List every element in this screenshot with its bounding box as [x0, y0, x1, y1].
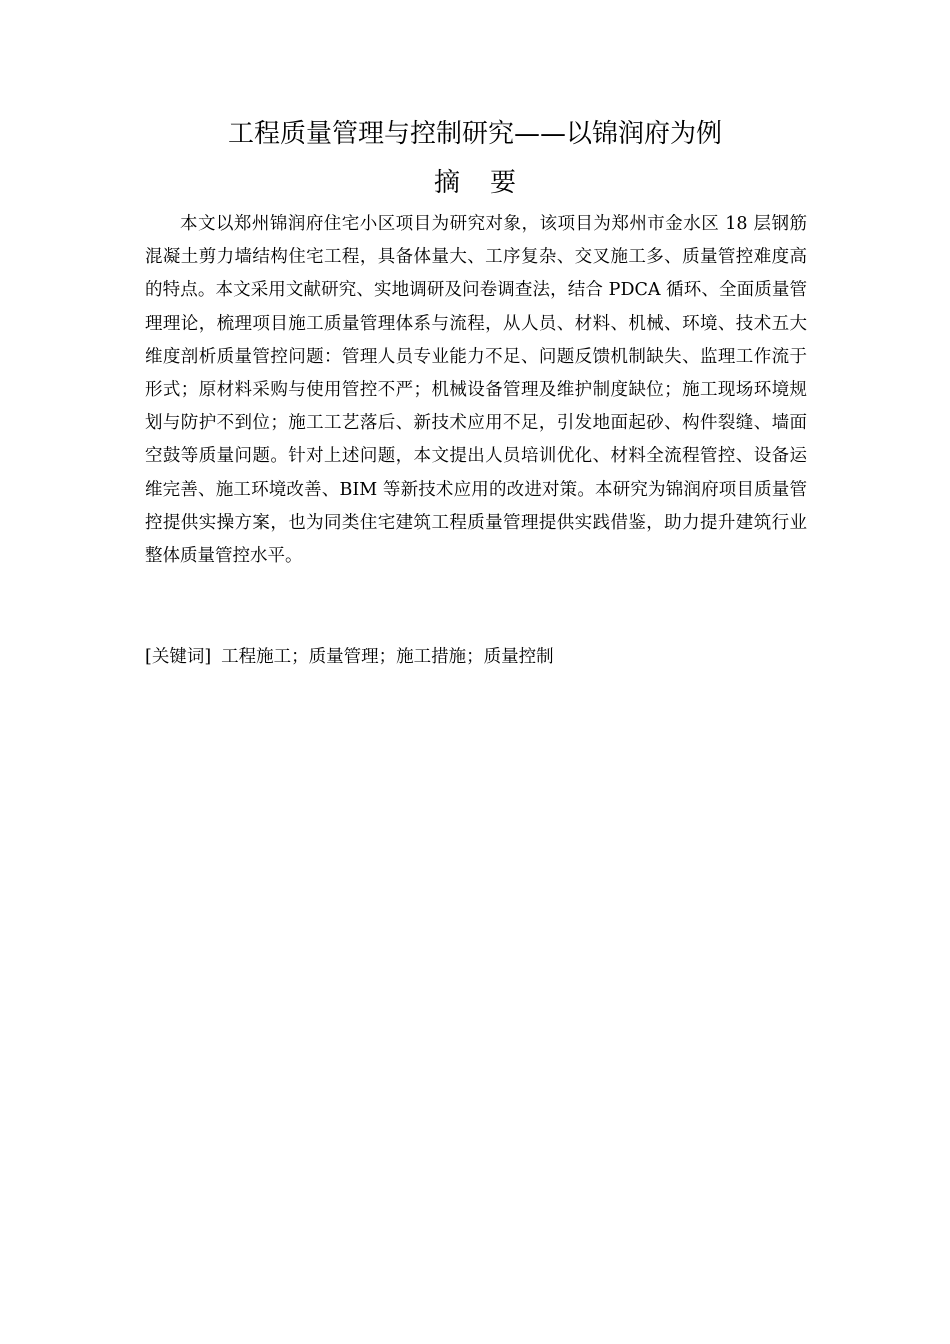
keywords-line — [145, 641, 807, 674]
abstract-body: 本文以郑州锦润府住宅小区项目为研究对象，该项目为郑州市金水区 18 层钢筋混凝土剪力墙结构住宅工程，具备体量大、工序复杂、交叉施工多、质量管控难度高的特点。本文采用文献研究、实地调研及问卷调查法，结合 PDCA 循环、全面质量管理理论，梳理项目施工质量管理体系与流程，从人员、材料、机械、环境、技术五大维度剖析质量管控问题：管理人员专业能力不足、问题反馈机制缺失、监理工作流于形式；原材料采购与使用管控不严；机械设备管理及维护制度缺位；施工现场环境规划与防护不到位；施工工艺落后、新技术应用不足，引发地面起砂、构件裂缝、墙面空鼓等质量问题。针对上述问题，本文提出人员培训优化、材料全流程管控、设备运维完善、施工环境改善、BIM 等新技术应用的改进对策。本研究为锦润府项目质量管控提供实操方案，也为同类住宅建筑工程质量管理提供实践借鉴，助力提升建筑行业整体质量管控水平。 — [145, 214, 807, 567]
document-title: 工程质量管理与控制研究——以锦润府为例 — [227, 119, 722, 149]
keywords-label: [关键词] — [145, 647, 212, 667]
keywords-value: 工程施工；质量管理；施工措施；质量控制 — [221, 647, 554, 667]
abstract-heading: 摘要 — [433, 168, 546, 198]
